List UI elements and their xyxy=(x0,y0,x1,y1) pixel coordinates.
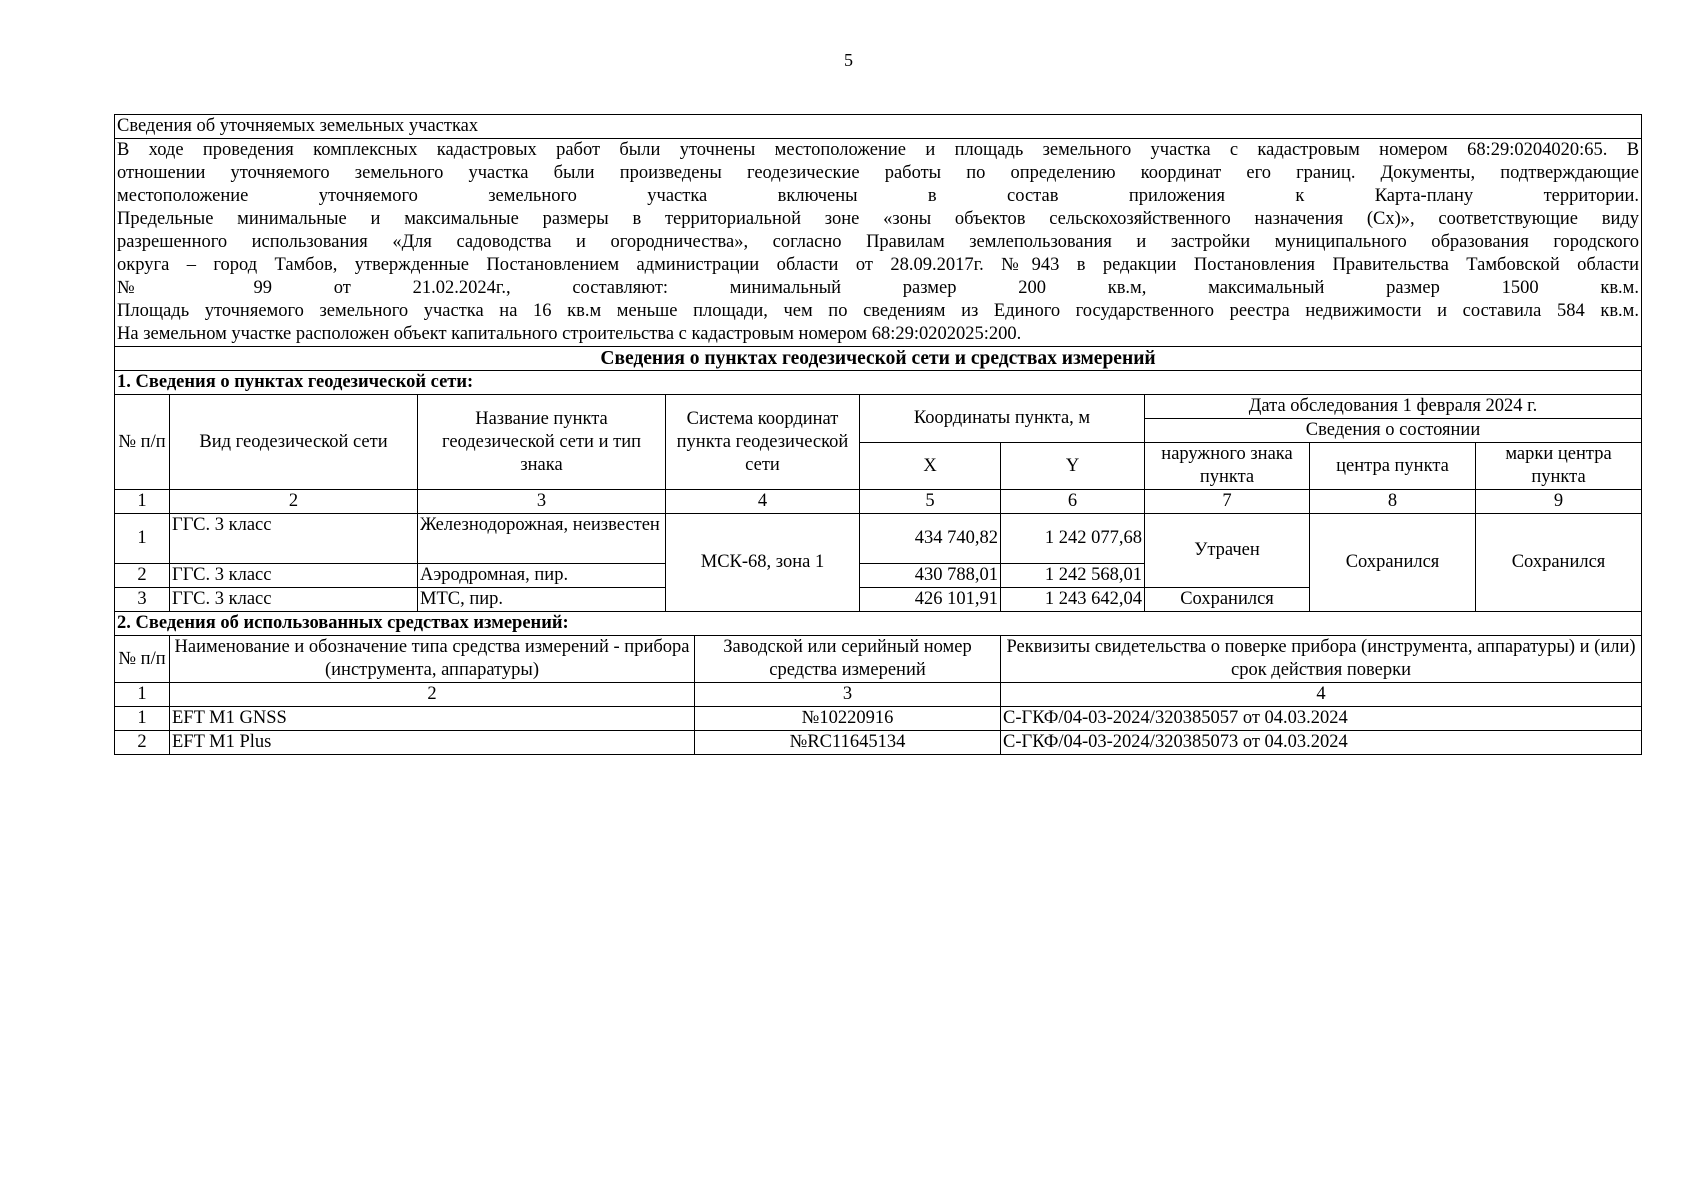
col-number: 2 xyxy=(170,683,695,707)
center-state: Сохранился xyxy=(1310,514,1476,612)
col-number: 9 xyxy=(1476,490,1642,514)
intro-line: отношении уточняемого земельного участка были произведены геодезические работы по определению координат его границ. Документы, подтверждающие xyxy=(117,163,1640,183)
intro-line: Предельные минимальные и максимальные размеры в территориальной зоне «зоны объектов сельскохозяйственного назначения (Сх)», соответствующие виду xyxy=(117,209,1640,229)
geodetic-col-numbers-row xyxy=(115,490,1642,514)
coord-x: 430 788,01 xyxy=(860,564,1001,588)
network-type: ГГС. 3 класс xyxy=(170,564,418,588)
center-mark-state: Сохранился xyxy=(1476,514,1642,612)
instr-num: 1 xyxy=(115,707,170,731)
instr-serial: №10220916 xyxy=(695,707,1001,731)
section2-title: 2. Сведения об использованных средствах измерений: xyxy=(115,612,1642,636)
instruments-col-numbers-row xyxy=(115,683,1642,707)
col-number: 3 xyxy=(418,490,666,514)
coord-x: 434 740,82 xyxy=(860,514,1001,564)
col-header-center-mark: марки центра пункта xyxy=(1476,443,1642,490)
intro-title: Сведения об уточняемых земельных участках xyxy=(115,115,1642,139)
col-header-survey-date: Дата обследования 1 февраля 2024 г. xyxy=(1145,395,1642,419)
point-name: Аэродромная, пир. xyxy=(418,564,666,588)
geodetic-header-row-1 xyxy=(115,395,1642,419)
intro-line: местоположение уточняемого земельного участка включены в состав приложения к Карта-плану территории. xyxy=(117,186,1640,206)
point-name: Железнодорожная, неизвестен xyxy=(418,514,666,564)
col-header-condition: Сведения о состоянии xyxy=(1145,419,1642,443)
col-number: 1 xyxy=(115,490,170,514)
outer-sign-state: Утрачен xyxy=(1145,514,1310,588)
instr-header-certificate: Реквизиты свидетельства о поверке прибора (инструмента, аппаратуры) и (или) срок действия поверки xyxy=(1001,636,1642,683)
section-heading: Сведения о пунктах геодезической сети и средствах измерений xyxy=(115,347,1642,371)
coord-system: МСК-68, зона 1 xyxy=(666,514,860,612)
instr-header-num: № п/п xyxy=(115,636,170,683)
section1-title: 1. Сведения о пунктах геодезической сети: xyxy=(115,371,1642,395)
cadastral-document-table xyxy=(114,114,1642,755)
section2-title-row xyxy=(115,612,1642,636)
intro-title-row xyxy=(115,115,1642,139)
point-num: 2 xyxy=(115,564,170,588)
col-number: 4 xyxy=(1001,683,1642,707)
col-number: 5 xyxy=(860,490,1001,514)
instr-header-name: Наименование и обозначение типа средства измерений - прибора (инструмента, аппаратуры) xyxy=(170,636,695,683)
col-header-network-type: Вид геодезической сети xyxy=(170,395,418,490)
col-number: 2 xyxy=(170,490,418,514)
instr-header-serial: Заводской или серийный номер средства измерений xyxy=(695,636,1001,683)
table-row xyxy=(115,731,1642,755)
coord-y: 1 242 568,01 xyxy=(1001,564,1145,588)
col-header-x: X xyxy=(860,443,1001,490)
section-heading-row xyxy=(115,347,1642,371)
page-number: 5 xyxy=(844,50,853,70)
intro-line: Площадь уточняемого земельного участка на 16 кв.м меньше площади, чем по сведениям из Единого государственного реестра недвижимости и составила 584 кв.м. xyxy=(117,301,1640,321)
intro-text-row xyxy=(115,139,1642,347)
section1-title-row xyxy=(115,371,1642,395)
col-number: 7 xyxy=(1145,490,1310,514)
instr-serial: №RC11645134 xyxy=(695,731,1001,755)
point-num: 1 xyxy=(115,514,170,564)
table-row xyxy=(115,707,1642,731)
instr-certificate: С-ГКФ/04-03-2024/320385057 от 04.03.2024 xyxy=(1001,707,1642,731)
instruments-header-row xyxy=(115,636,1642,683)
point-name: МТС, пир. xyxy=(418,588,666,612)
col-header-coord-system: Система координат пункта геодезической сети xyxy=(666,395,860,490)
network-type: ГГС. 3 класс xyxy=(170,514,418,564)
intro-text xyxy=(115,139,1642,347)
intro-line: разрешенного использования «Для садоводства и огородничества», согласно Правилам землепользования и застройки муниципального образования городского xyxy=(117,232,1640,252)
instr-certificate: С-ГКФ/04-03-2024/320385073 от 04.03.2024 xyxy=(1001,731,1642,755)
col-number: 8 xyxy=(1310,490,1476,514)
col-header-center: центра пункта xyxy=(1310,443,1476,490)
intro-line: округа – город Тамбов, утвержденные Постановлением администрации области от 28.09.2017г. №943 в редакции Постановления Правительства Тамбовской области xyxy=(117,255,1640,275)
coord-y: 1 243 642,04 xyxy=(1001,588,1145,612)
intro-line: № 99 от 21.02.2024г., составляют: минимальный размер 200 кв.м, максимальный размер 1500 кв.м. xyxy=(117,278,1640,298)
col-header-point-name: Название пункта геодезической сети и тип знака xyxy=(418,395,666,490)
col-number: 6 xyxy=(1001,490,1145,514)
col-number: 3 xyxy=(695,683,1001,707)
col-number: 1 xyxy=(115,683,170,707)
coord-x: 426 101,91 xyxy=(860,588,1001,612)
outer-sign-state: Сохранился xyxy=(1145,588,1310,612)
intro-line: В ходе проведения комплексных кадастровых работ были уточнены местоположение и площадь земельного участка с кадастровым номером 68:29:0204020:65. В xyxy=(117,140,1640,160)
instr-name: EFT M1 Plus xyxy=(170,731,695,755)
col-header-num: № п/п xyxy=(115,395,170,490)
col-header-outer-sign: наружного знака пункта xyxy=(1145,443,1310,490)
instr-name: EFT M1 GNSS xyxy=(170,707,695,731)
coord-y: 1 242 077,68 xyxy=(1001,514,1145,564)
table-row xyxy=(115,514,1642,564)
instr-num: 2 xyxy=(115,731,170,755)
point-num: 3 xyxy=(115,588,170,612)
intro-line: На земельном участке расположен объект капитального строительства с кадастровым номером 68:29:0202025:200. xyxy=(117,324,1022,344)
col-header-y: Y xyxy=(1001,443,1145,490)
col-number: 4 xyxy=(666,490,860,514)
network-type: ГГС. 3 класс xyxy=(170,588,418,612)
col-header-coords: Координаты пункта, м xyxy=(860,395,1145,443)
